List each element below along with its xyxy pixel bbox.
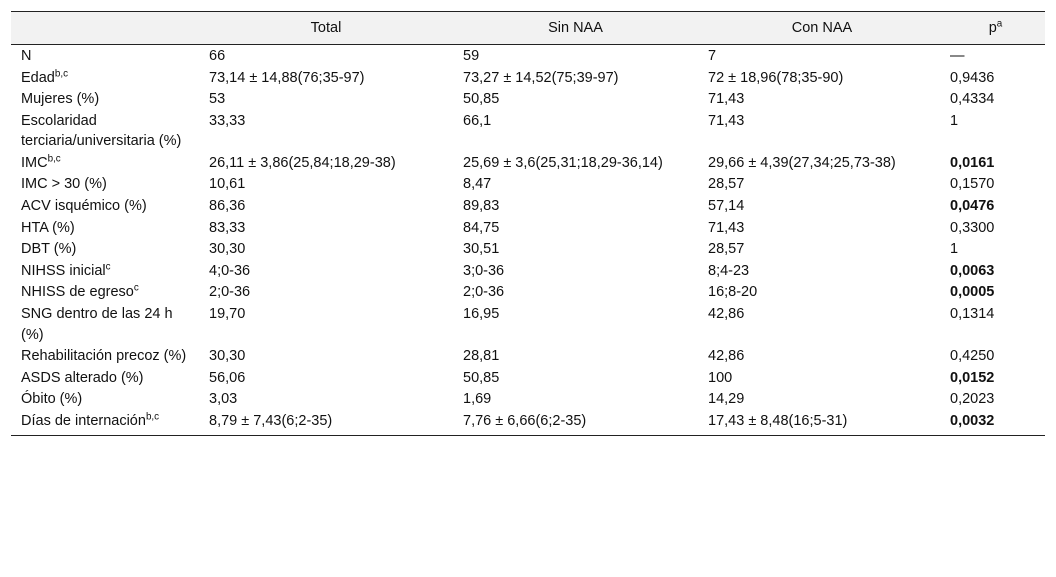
table-row bbox=[11, 282, 1045, 304]
header-con-naa: Con NAA bbox=[698, 12, 946, 45]
cell-con-naa: 17,43 ± 8,48(16;5-31) bbox=[698, 411, 946, 436]
table-row bbox=[11, 239, 1045, 261]
row-label: Óbito (%) bbox=[21, 391, 83, 408]
cell-sin-naa: 8,47 bbox=[463, 176, 492, 193]
row-label: DBT (%) bbox=[21, 241, 77, 258]
cell-con-naa: 72 ± 18,96(78;35-90) bbox=[708, 69, 844, 86]
cell-sin-naa: 1,69 bbox=[463, 391, 492, 408]
cell-sin-naa: 16,95 bbox=[463, 305, 500, 322]
cell-p-value: 0,0476 bbox=[950, 198, 995, 215]
row-label-cell bbox=[11, 368, 199, 390]
row-label-cell bbox=[11, 153, 199, 175]
cell-con-naa: 8;4-23 bbox=[708, 262, 750, 279]
row-label-cell bbox=[11, 239, 199, 261]
row-label-superscript: b,c bbox=[145, 411, 160, 423]
row-label: IMC > 30 (%) bbox=[21, 176, 107, 193]
cell-sin-naa: 89,83 bbox=[463, 198, 500, 215]
cell-p-value: 0,9436 bbox=[950, 69, 995, 86]
cell-total: 19,70 bbox=[209, 305, 246, 322]
cell-total: 56,06 bbox=[209, 369, 246, 386]
row-label-cell bbox=[11, 389, 199, 411]
table-row bbox=[11, 89, 1045, 111]
table-row bbox=[11, 218, 1045, 240]
cell-p-value: 0,0032 bbox=[946, 411, 1045, 436]
table-row bbox=[11, 111, 1045, 153]
cell-p-value: 0,0063 bbox=[950, 262, 995, 279]
cell-total: 73,14 ± 14,88(76;35-97) bbox=[209, 69, 365, 86]
table-row bbox=[11, 304, 1045, 346]
cell-p-value: — bbox=[950, 48, 965, 64]
header-variable bbox=[11, 12, 199, 45]
table-row bbox=[11, 389, 1045, 411]
cell-p-value: 1 bbox=[950, 241, 959, 258]
cell-con-naa: 71,43 bbox=[708, 112, 745, 129]
cell-total: 4;0-36 bbox=[209, 262, 251, 279]
row-label: N bbox=[21, 48, 32, 64]
table-row bbox=[11, 346, 1045, 368]
header-p-value bbox=[946, 12, 1045, 45]
cell-con-naa: 28,57 bbox=[708, 241, 745, 258]
row-label-cell bbox=[11, 174, 199, 196]
cell-total: 53 bbox=[209, 91, 226, 108]
cell-total: 2;0-36 bbox=[209, 284, 251, 301]
cell-con-naa: 28,57 bbox=[708, 176, 745, 193]
cell-sin-naa: 25,69 ± 3,6(25,31;18,29-36,14) bbox=[463, 154, 663, 171]
cell-con-naa: 42,86 bbox=[708, 305, 745, 322]
cell-p-value: 0,0161 bbox=[950, 154, 995, 171]
table-header bbox=[11, 12, 1045, 45]
row-label-superscript: c bbox=[105, 261, 111, 273]
row-label: Escolaridad terciaria/universitaria (%) bbox=[21, 112, 182, 150]
cell-total: 10,61 bbox=[209, 176, 246, 193]
row-label-cell bbox=[11, 346, 199, 368]
row-label: NIHSS inicial bbox=[21, 262, 106, 279]
table-body bbox=[11, 45, 1045, 436]
cell-p-value: 0,2023 bbox=[950, 391, 995, 408]
header-row bbox=[11, 12, 1045, 45]
cell-total: 8,79 ± 7,43(6;2-35) bbox=[199, 411, 453, 436]
row-label-superscript: b,c bbox=[47, 153, 61, 165]
cell-con-naa: 16;8-20 bbox=[708, 284, 758, 301]
table-row bbox=[11, 174, 1045, 196]
cell-total: 86,36 bbox=[209, 198, 246, 215]
cell-sin-naa: 2;0-36 bbox=[463, 284, 505, 301]
cell-con-naa: 42,86 bbox=[708, 348, 745, 365]
row-label-cell bbox=[11, 282, 199, 304]
cell-sin-naa: 59 bbox=[463, 48, 480, 64]
header-p-label: p bbox=[988, 19, 997, 36]
header-sin-naa: Sin NAA bbox=[453, 12, 698, 45]
row-label-cell bbox=[11, 196, 199, 218]
cell-p-value: 0,4250 bbox=[950, 348, 995, 365]
cell-p-value: 0,1314 bbox=[950, 305, 995, 322]
results-table bbox=[11, 11, 1045, 436]
cell-con-naa: 14,29 bbox=[708, 391, 745, 408]
cell-con-naa: 7 bbox=[708, 48, 717, 64]
cell-p-value: 0,4334 bbox=[950, 91, 995, 108]
row-label-cell bbox=[11, 68, 199, 90]
row-label: ACV isquémico (%) bbox=[21, 198, 147, 215]
table-row bbox=[11, 261, 1045, 283]
cell-total: 83,33 bbox=[209, 219, 246, 236]
row-label-superscript: b,c bbox=[54, 68, 69, 80]
cell-con-naa: 100 bbox=[708, 369, 733, 386]
row-label-cell bbox=[11, 89, 199, 111]
cell-total: 3,03 bbox=[209, 391, 238, 408]
table-row bbox=[11, 45, 1045, 68]
cell-con-naa: 29,66 ± 4,39(27,34;25,73-38) bbox=[708, 154, 896, 171]
table-row bbox=[11, 68, 1045, 90]
results-table-container bbox=[11, 11, 1045, 436]
row-label-cell bbox=[11, 111, 199, 153]
cell-con-naa: 71,43 bbox=[708, 91, 745, 108]
cell-sin-naa: 66,1 bbox=[463, 112, 492, 129]
cell-p-value: 0,3300 bbox=[950, 219, 995, 236]
cell-total: 30,30 bbox=[209, 348, 246, 365]
table-row bbox=[11, 411, 1045, 436]
row-label: HTA (%) bbox=[21, 219, 75, 236]
table-row bbox=[11, 153, 1045, 175]
cell-total: 30,30 bbox=[209, 241, 246, 258]
row-label: Edad bbox=[21, 69, 55, 86]
row-label-superscript: c bbox=[133, 282, 139, 294]
row-label: SNG dentro de las 24 h (%) bbox=[21, 305, 173, 343]
row-label: NHISS de egreso bbox=[21, 284, 134, 301]
table-row bbox=[11, 368, 1045, 390]
table-row bbox=[11, 196, 1045, 218]
header-p-superscript: a bbox=[996, 18, 1003, 30]
cell-total: 33,33 bbox=[209, 112, 246, 129]
cell-p-value: 1 bbox=[950, 112, 959, 129]
cell-sin-naa: 7,76 ± 6,66(6;2-35) bbox=[453, 411, 698, 436]
row-label-cell bbox=[11, 45, 199, 68]
cell-sin-naa: 73,27 ± 14,52(75;39-97) bbox=[463, 69, 619, 86]
row-label-cell bbox=[11, 261, 199, 283]
cell-total: 26,11 ± 3,86(25,84;18,29-38) bbox=[209, 154, 396, 171]
cell-con-naa: 71,43 bbox=[708, 219, 745, 236]
row-label: ASDS alterado (%) bbox=[21, 369, 144, 386]
cell-total: 66 bbox=[209, 48, 226, 64]
cell-con-naa: 57,14 bbox=[708, 198, 745, 215]
cell-p-value: 0,0152 bbox=[950, 369, 995, 386]
row-label-cell bbox=[11, 411, 199, 436]
row-label: Días de internación bbox=[21, 412, 146, 429]
cell-p-value: 0,0005 bbox=[950, 284, 995, 301]
cell-sin-naa: 3;0-36 bbox=[463, 262, 505, 279]
cell-p-value: 0,1570 bbox=[950, 176, 995, 193]
row-label: Mujeres (%) bbox=[21, 91, 100, 108]
cell-sin-naa: 30,51 bbox=[463, 241, 500, 258]
cell-sin-naa: 50,85 bbox=[463, 91, 500, 108]
row-label: Rehabilitación precoz (%) bbox=[21, 348, 187, 365]
cell-sin-naa: 28,81 bbox=[463, 348, 500, 365]
row-label: IMC bbox=[21, 154, 48, 171]
row-label-cell bbox=[11, 218, 199, 240]
row-label-cell bbox=[11, 304, 199, 346]
cell-sin-naa: 50,85 bbox=[463, 369, 500, 386]
header-total: Total bbox=[199, 12, 453, 45]
cell-sin-naa: 84,75 bbox=[463, 219, 500, 236]
